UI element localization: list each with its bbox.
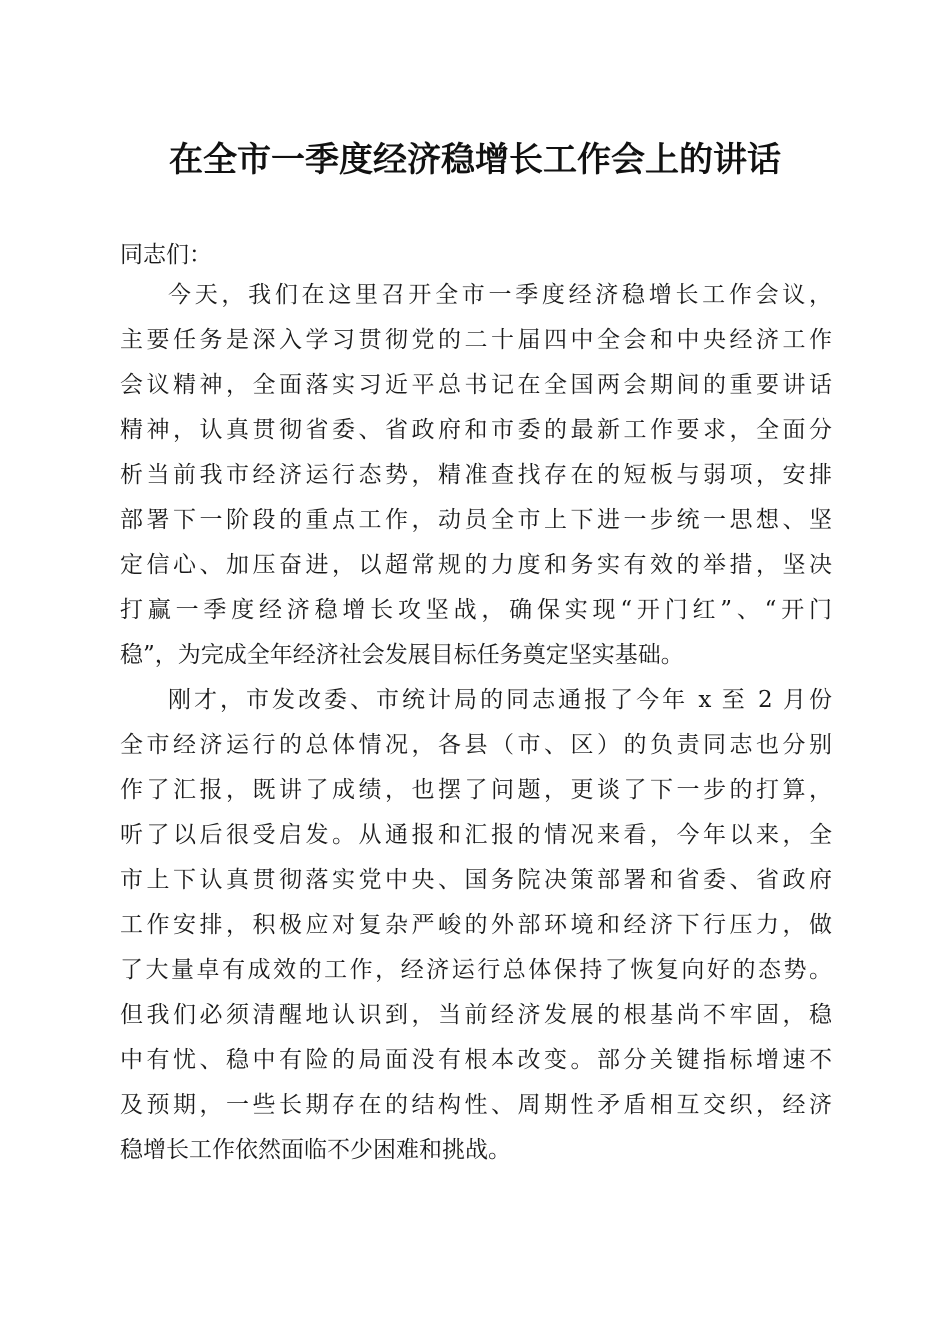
paragraph-2-line: 及预期，一些长期存在的结构性、周期性矛盾相互交织，经济 — [120, 1092, 832, 1118]
paragraph-2-line: 了大量卓有成效的工作，经济运行总体保持了恢复向好的态势。 — [120, 957, 832, 983]
paragraph-2-line: 作了汇报，既讲了成绩，也摆了问题，更谈了下一步的打算， — [120, 777, 832, 803]
paragraph-1-line: 定信心、加压奋进，以超常规的力度和务实有效的举措，坚决 — [120, 552, 832, 578]
paragraph-1-line: 打赢一季度经济稳增长攻坚战，确保实现“开门红”、“开门 — [120, 597, 832, 623]
paragraph-2-line: 市上下认真贯彻落实党中央、国务院决策部署和省委、省政府 — [120, 867, 832, 893]
paragraph-2-line: 全市经济运行的总体情况，各县（市、区）的负责同志也分别 — [120, 732, 832, 758]
paragraph-1-line: 主要任务是深入学习贯彻党的二十届四中全会和中央经济工作 — [120, 327, 832, 353]
salutation: 同志们： — [120, 242, 212, 268]
paragraph-2-line: 稳增长工作依然面临不少困难和挑战。 — [120, 1137, 511, 1163]
paragraph-1-line: 部署下一阶段的重点工作，动员全市上下进一步统一思想、坚 — [120, 507, 832, 533]
paragraph-2-line: 工作安排，积极应对复杂严峻的外部环境和经济下行压力，做 — [120, 912, 832, 938]
paragraph-1-line: 稳”，为完成全年经济社会发展目标任务奠定坚实基础。 — [120, 642, 684, 668]
paragraph-1-line: 会议精神，全面落实习近平总书记在全国两会期间的重要讲话 — [120, 372, 832, 398]
paragraph-2-line: 刚才，市发改委、市统计局的同志通报了今年 x 至 2 月份 — [168, 687, 832, 713]
paragraph-2-line: 中有忧、稳中有险的局面没有根本改变。部分关键指标增速不 — [120, 1047, 832, 1073]
document-title: 在全市一季度经济稳增长工作会上的讲话 — [169, 140, 781, 180]
paragraph-2-line: 但我们必须清醒地认识到，当前经济发展的根基尚不牢固，稳 — [120, 1002, 832, 1028]
paragraph-1-line: 今天，我们在这里召开全市一季度经济稳增长工作会议， — [168, 282, 832, 308]
paragraph-1-line: 精神，认真贯彻省委、省政府和市委的最新工作要求，全面分 — [120, 417, 832, 443]
paragraph-1-line: 析当前我市经济运行态势，精准查找存在的短板与弱项，安排 — [120, 462, 832, 488]
paragraph-2-line: 听了以后很受启发。从通报和汇报的情况来看，今年以来，全 — [120, 822, 832, 848]
